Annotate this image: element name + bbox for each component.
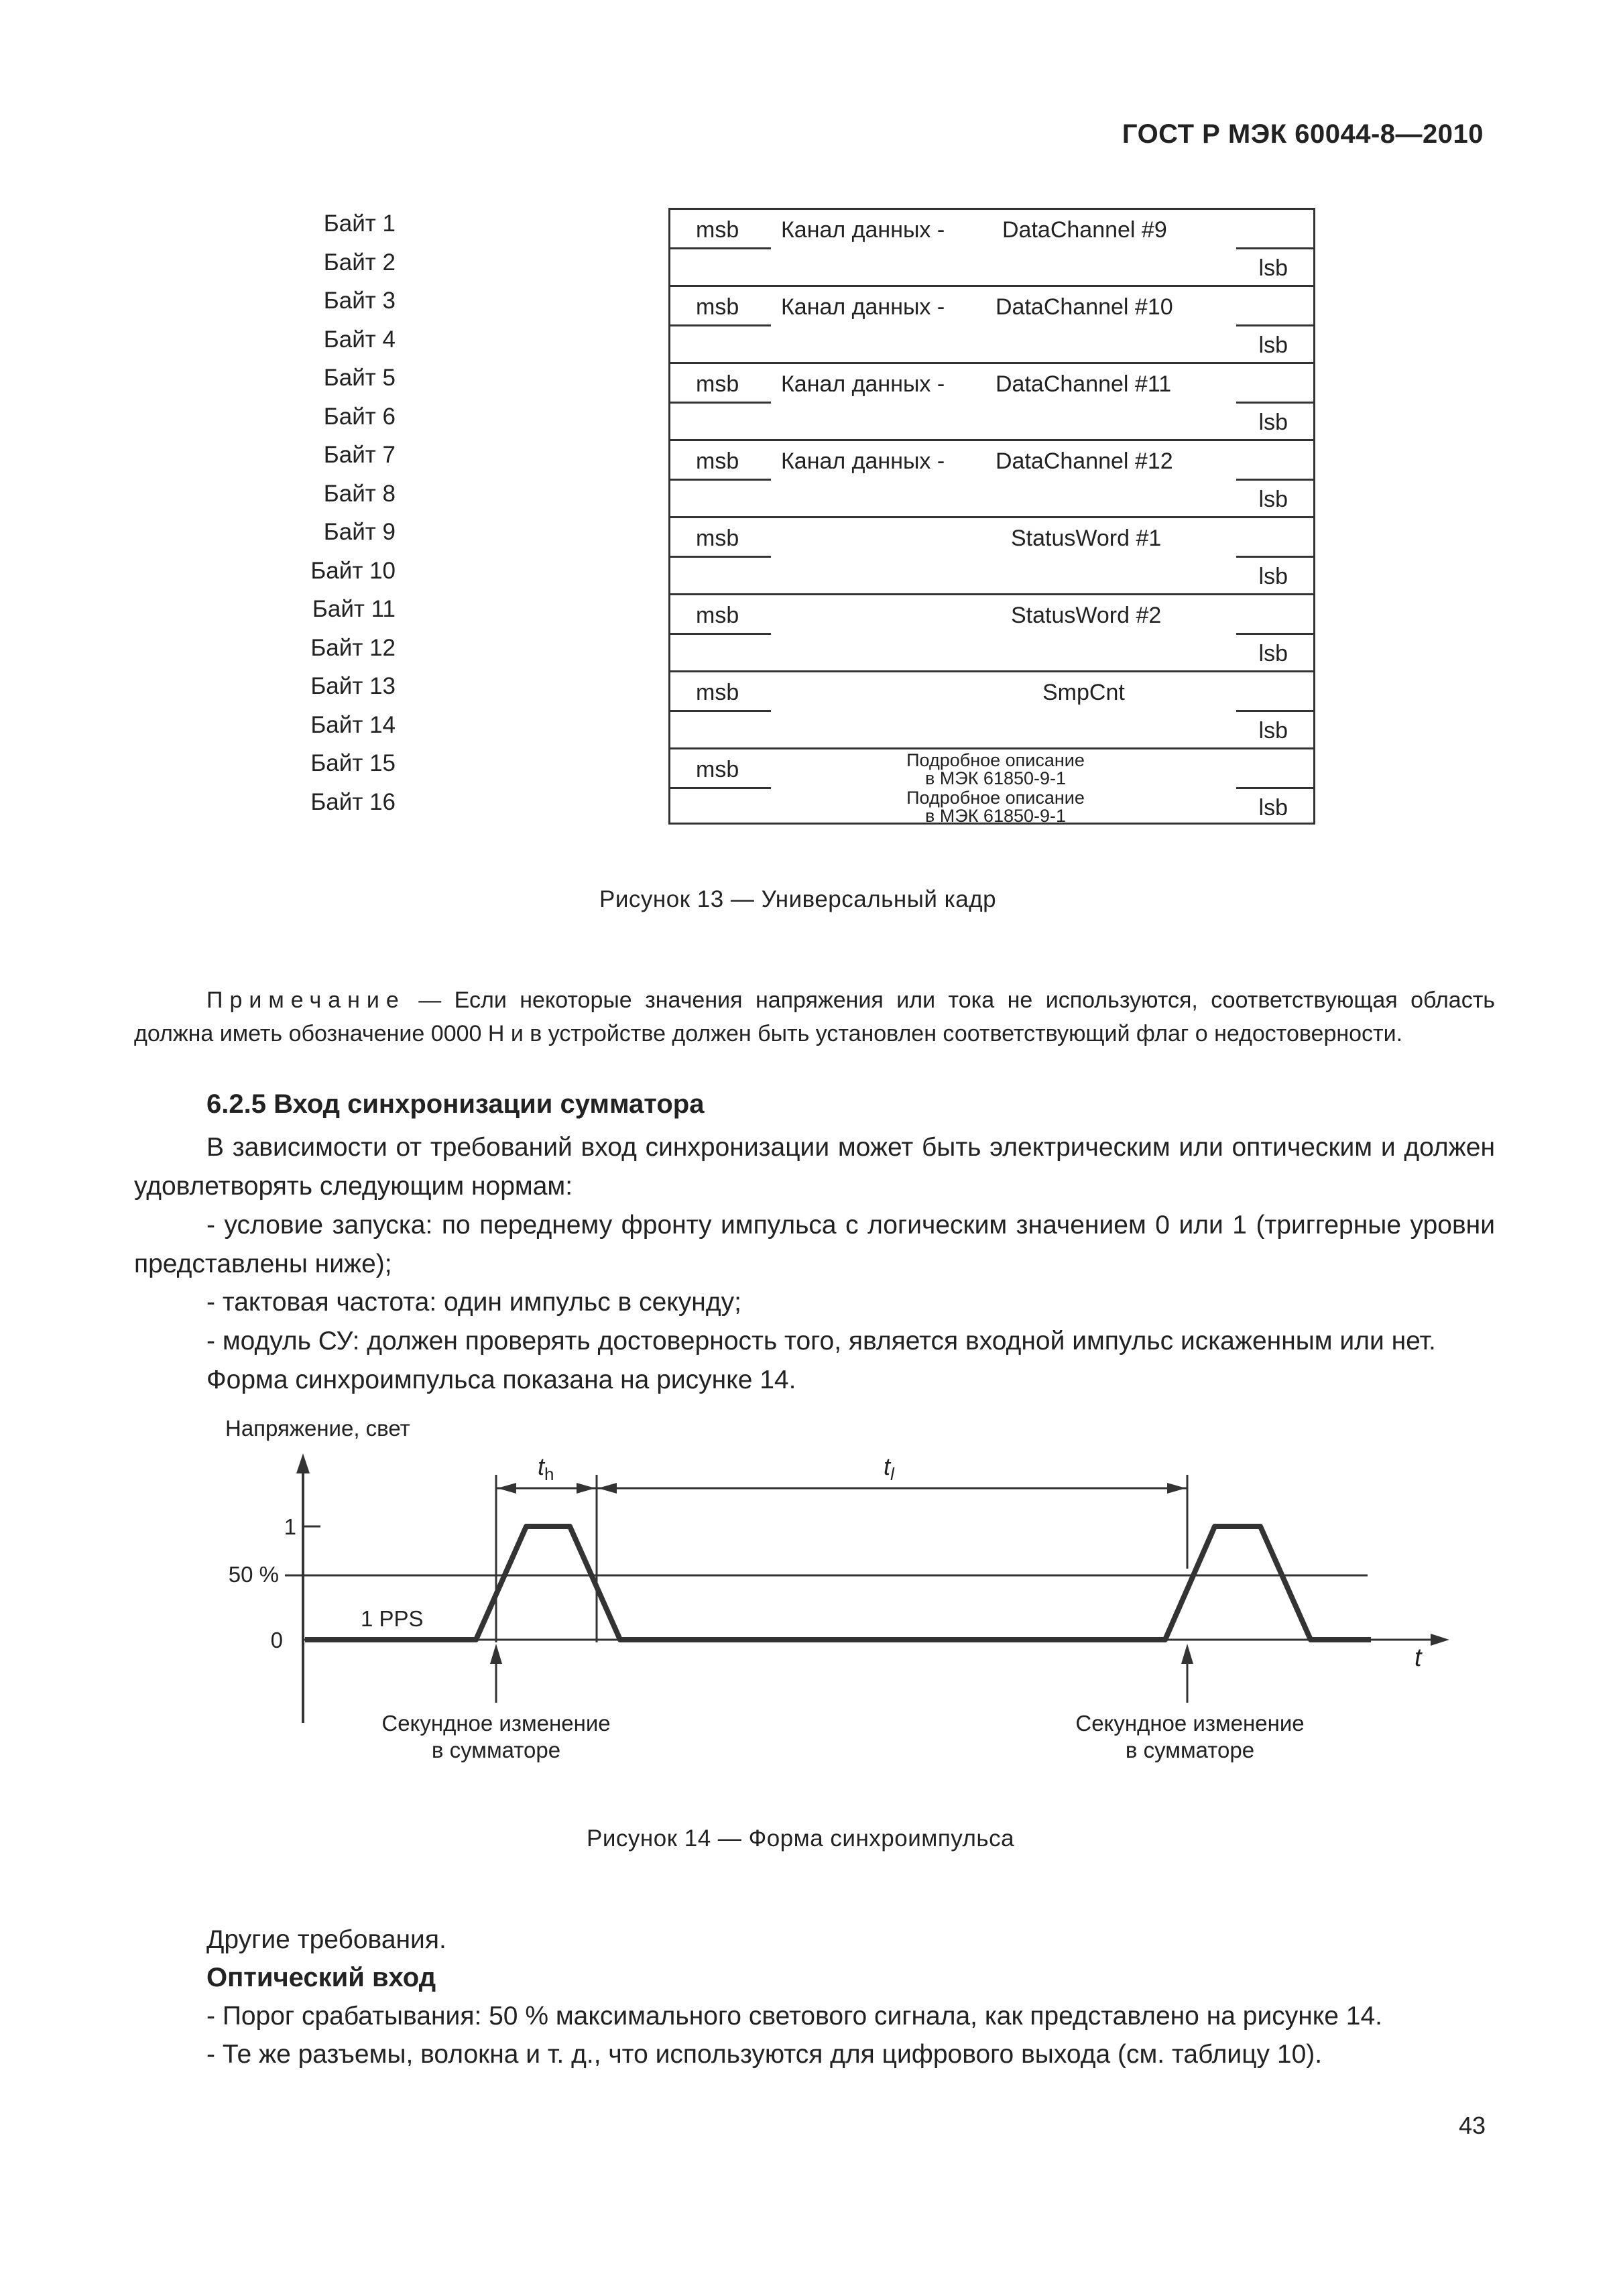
lsb-tick [1236, 633, 1313, 635]
msb-tick [670, 710, 771, 712]
second-change-label-2b: в сумматоре [1125, 1738, 1255, 1762]
section-title: 6.2.5 Вход синхронизации сумматора [206, 1089, 705, 1119]
x-axis-arrowhead [1431, 1634, 1449, 1646]
lsb-label: lsb [1258, 564, 1288, 589]
byte-label: Байт 8 [323, 481, 396, 507]
msb-label: msb [696, 680, 739, 705]
smpcnt-name: SmpCnt [1042, 680, 1125, 705]
requirement-line: - Те же разъемы, волокна и т. д., что используются для цифрового выхода (см. таблицу 10). [206, 2040, 1323, 2069]
msb-label: msb [696, 371, 739, 397]
second-change-label-1a: Секундное изменение [381, 1711, 611, 1736]
paragraph-text: В зависимости от требований вход синхронизации может быть электрическим или оптическим и должен удовлетворять следующим нормам: [134, 1133, 1495, 1201]
msb-tick [670, 556, 771, 558]
y-axis-label: Напряжение, свет [225, 1416, 410, 1441]
row-separator [670, 747, 1313, 749]
y-tick-label-1: 1 [284, 1514, 296, 1539]
status-word-name: StatusWord #2 [1011, 603, 1162, 628]
byte-label: Байт 2 [323, 249, 396, 276]
channel-label: Канал данных - [781, 217, 945, 243]
byte-label: Байт 9 [323, 519, 396, 545]
x-axis-label: t [1415, 1644, 1422, 1672]
byte-label: Байт 10 [310, 558, 396, 584]
byte-label: Байт 16 [310, 789, 396, 815]
tl-label [884, 1453, 895, 1484]
second-change-arrowhead-1 [490, 1644, 502, 1664]
lsb-tick [1236, 247, 1313, 249]
th-arrow-left [497, 1483, 516, 1494]
note-label: Примечание [206, 987, 406, 1013]
y-tick-label-50: 50 % [228, 1562, 279, 1587]
row-separator [670, 362, 1313, 364]
status-word-name: StatusWord #1 [1011, 526, 1162, 551]
msb-tick [670, 479, 771, 481]
channel-name: DataChannel #9 [1002, 217, 1167, 243]
body-paragraph [134, 1128, 1495, 1206]
lsb-tick [1236, 479, 1313, 481]
tl-arrow-right [1167, 1483, 1186, 1494]
byte-label: Байт 13 [310, 673, 396, 699]
lsb-label: lsb [1258, 255, 1288, 281]
row-separator [670, 670, 1313, 672]
description-line: в МЭК 61850-9-1 [924, 768, 1067, 788]
msb-label: msb [696, 448, 739, 474]
paragraph-text: - тактовая частота: один импульс в секунду; [206, 1288, 741, 1317]
byte-label: Байт 5 [323, 365, 396, 391]
byte-label: Байт 4 [323, 326, 396, 353]
lsb-label: lsb [1258, 333, 1288, 358]
requirement-line: - Порог срабатывания: 50 % максимального светового сигнала, как представлено на рисунке 14. [206, 2002, 1383, 2031]
byte-label: Байт 15 [310, 750, 396, 776]
byte-label: Байт 3 [323, 288, 396, 314]
th-label-symbol: t [538, 1453, 545, 1480]
channel-name: DataChannel #12 [996, 448, 1173, 474]
lsb-tick [1236, 556, 1313, 558]
body-paragraph [134, 1322, 1495, 1361]
msb-label: msb [696, 294, 739, 320]
msb-label: msb [696, 217, 739, 243]
description-note [871, 751, 1120, 788]
lsb-tick [1236, 710, 1313, 712]
row-separator [670, 593, 1313, 595]
msb-tick [670, 247, 771, 249]
row-separator [670, 439, 1313, 441]
second-change-arrowhead-2 [1181, 1644, 1193, 1664]
pps-signal [305, 1526, 1371, 1640]
sync-pulse-diagram [201, 1401, 1475, 1776]
channel-label: Канал данных - [781, 294, 945, 320]
figure-13-caption: Рисунок 13 — Универсальный кадр [599, 886, 997, 912]
lsb-label: lsb [1258, 718, 1288, 743]
y-tick-label-0: 0 [270, 1628, 283, 1652]
body-paragraph [134, 1206, 1495, 1284]
lsb-label: lsb [1258, 795, 1288, 821]
optical-input-title: Оптический вход [206, 1963, 436, 1992]
note-text: — Если некоторые значения напряжения или тока не используются, соответствующая область должна иметь обозначение 0000 Н и в устройстве должен быть установлен соответствующий флаг о недостоверности. [134, 987, 1495, 1046]
lsb-tick [1236, 324, 1313, 326]
lsb-label: lsb [1258, 410, 1288, 435]
note-paragraph [134, 983, 1495, 1050]
paragraph-text: - условие запуска: по переднему фронту импульса с логическим значением 0 или 1 (триггерные уровни представлены ниже); [134, 1211, 1495, 1278]
row-separator [670, 285, 1313, 287]
other-requirements-text: Другие требования. [206, 1925, 446, 1954]
tl-label-subscript: l [890, 1464, 894, 1484]
body-paragraph [134, 1361, 1495, 1400]
msb-tick [670, 633, 771, 635]
lsb-tick [1236, 787, 1313, 789]
msb-label: msb [696, 603, 739, 628]
description-line: в МЭК 61850-9-1 [924, 806, 1067, 826]
channel-name: DataChannel #11 [996, 371, 1172, 397]
tl-arrow-left [598, 1483, 617, 1494]
lsb-label: lsb [1258, 487, 1288, 512]
paragraph-text: - модуль СУ: должен проверять достоверность того, является входной импульс искаженным или нет. [206, 1327, 1436, 1355]
lsb-tick [1236, 402, 1313, 404]
msb-tick [670, 787, 771, 789]
th-arrow-right [577, 1483, 595, 1494]
channel-label: Канал данных - [781, 448, 945, 474]
description-line: Подробное описание [906, 788, 1085, 808]
byte-label: Байт 7 [323, 442, 396, 468]
byte-label: Байт 14 [310, 712, 396, 738]
page-number: 43 [1458, 2112, 1486, 2139]
second-change-label-1b: в сумматоре [431, 1738, 561, 1762]
byte-label: Байт 1 [323, 210, 396, 237]
byte-label: Байт 12 [310, 635, 396, 661]
msb-label: msb [696, 526, 739, 551]
channel-label: Канал данных - [781, 371, 945, 397]
paragraph-text: Форма синхроимпульса показана на рисунке 14. [206, 1366, 796, 1394]
msb-tick [670, 402, 771, 404]
y-axis-arrowhead [296, 1453, 310, 1473]
body-paragraph [134, 1283, 1495, 1322]
description-note [871, 789, 1120, 825]
signal-label: 1 PPS [361, 1606, 424, 1631]
description-line: Подробное описание [906, 750, 1085, 770]
msb-label: msb [696, 757, 739, 782]
document-header: ГОСТ Р МЭК 60044-8—2010 [1122, 119, 1484, 149]
row-separator [670, 516, 1313, 518]
msb-tick [670, 324, 771, 326]
byte-label: Байт 11 [312, 596, 396, 622]
tl-label-symbol: t [884, 1453, 891, 1480]
th-label-subscript: h [544, 1464, 554, 1484]
byte-label: Байт 6 [323, 404, 396, 430]
th-label [538, 1453, 554, 1484]
figure-14-caption: Рисунок 14 — Форма синхроимпульса [587, 1825, 1015, 1852]
universal-frame-table [668, 208, 1315, 825]
second-change-label-2a: Секундное изменение [1075, 1711, 1305, 1736]
lsb-label: lsb [1258, 641, 1288, 666]
channel-name: DataChannel #10 [996, 294, 1173, 320]
